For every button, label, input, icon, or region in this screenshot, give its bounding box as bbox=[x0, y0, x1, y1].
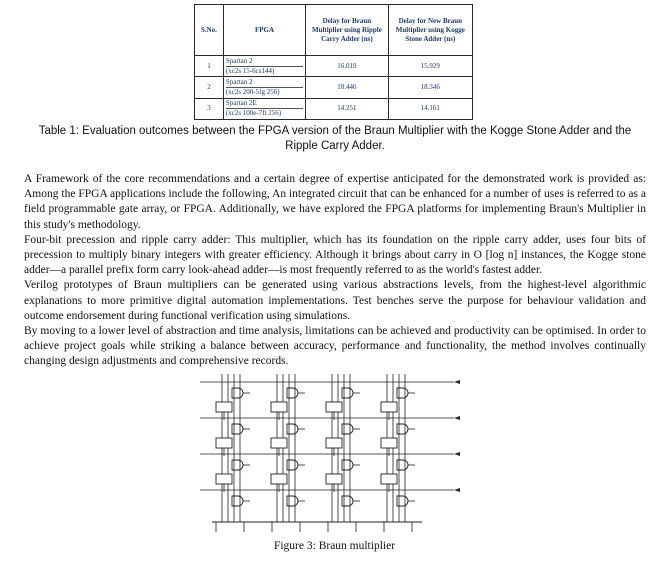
cell-sno: 2 bbox=[195, 77, 224, 98]
adder-block bbox=[271, 438, 287, 448]
fpga-part: (xc2s 100e-7ft 256) bbox=[226, 108, 303, 118]
table-caption: Table 1: Evaluation outcomes between the FPGA version of the Braun Multiplier with the Kogge Stone Adder and the Ripple Carry Adder. bbox=[38, 125, 632, 152]
adder-block bbox=[216, 438, 232, 448]
cell-ripple: 18.446 bbox=[306, 77, 388, 98]
adder-block bbox=[381, 402, 397, 412]
fpga-part: (xc2s 200-5fg 256) bbox=[226, 87, 303, 97]
body-text bbox=[24, 172, 646, 370]
table-row bbox=[195, 77, 473, 98]
header-ripple-delay: Delay for Braun Multiplier using Ripple Carry Adder (ns) bbox=[306, 5, 388, 56]
cell-fpga bbox=[223, 56, 305, 77]
adder-block bbox=[326, 402, 342, 412]
cell-kogge: 14.161 bbox=[388, 98, 472, 119]
braun-multiplier-figure bbox=[192, 372, 470, 534]
arrow-head bbox=[454, 416, 460, 420]
cell-fpga bbox=[223, 98, 305, 119]
paragraph-framework: A Framework of the core recommendations and a certain degree of expertise anticipated for the demonstrated work is provided as: Among the FPGA applications include the following, An integrated circuit that can be enhanced for a number of uses is referred to as a field programmable gate array, or FPGA. Additionally, we have explored the FPGA platforms for implementing Braun's Multiplier in this study's methodology. bbox=[24, 173, 646, 231]
fpga-name: Spartan 2E bbox=[225, 99, 257, 108]
header-sno: S.No. bbox=[195, 5, 224, 56]
fpga-name: Spartan 2 bbox=[225, 77, 253, 86]
cell-sno: 1 bbox=[195, 56, 224, 77]
arrow-head bbox=[454, 380, 460, 384]
header-kogge-delay: Delay for New Braun Multiplier using Kogge Stone Adder (ns) bbox=[388, 5, 472, 56]
cell-kogge: 18.346 bbox=[388, 77, 472, 98]
fpga-name: Spartan 2 bbox=[225, 56, 253, 65]
table-row bbox=[195, 98, 473, 119]
paragraph-ripple-carry: Four-bit precession and ripple carry adder: This multiplier, which has its foundation on the ripple carry adder, uses four bits of precession to multiply binary integers with greater efficiency. Although it brings about carry in O [log n] instances, the Kogge stone adder—a parallel prefix form carry look-ahead adder—is most frequently referred to as the world's fastest adder. bbox=[24, 233, 646, 277]
evaluation-table-container bbox=[194, 4, 473, 120]
adder-block bbox=[326, 438, 342, 448]
evaluation-table bbox=[194, 4, 473, 120]
adder-block bbox=[271, 402, 287, 412]
paragraph-abstraction: By moving to a lower level of abstraction and time analysis, limitations can be achieved and productivity can be optimised. In order to achieve project goals while striking a balance between accuracy, performance and functionality, the method involves continually changing design adjustments and comprehensive records. bbox=[24, 325, 646, 368]
header-fpga: FPGA bbox=[223, 5, 305, 56]
table-row bbox=[195, 56, 473, 77]
table-header-row bbox=[195, 5, 473, 56]
cell-sno: 3 bbox=[195, 98, 224, 119]
arrow-head bbox=[454, 452, 460, 456]
adder-block bbox=[326, 474, 342, 484]
arrow-head bbox=[454, 488, 460, 492]
paragraph-verilog: Verilog prototypes of Braun multipliers can be generated using various abstractions levels, from the highest-level algorithmic explanations to more primitive digital automation implementations. Test benches serve the purpose for behaviour validation and outcome endorsement during functional verification using simulations. bbox=[24, 279, 646, 322]
adder-block bbox=[216, 402, 232, 412]
braun-multiplier-diagram bbox=[192, 372, 470, 534]
cell-kogge: 15.929 bbox=[388, 56, 472, 77]
adder-block bbox=[216, 474, 232, 484]
cell-fpga bbox=[223, 77, 305, 98]
adder-block bbox=[271, 474, 287, 484]
adder-block bbox=[381, 438, 397, 448]
figure-caption: Figure 3: Braun multiplier bbox=[273, 540, 396, 552]
cell-ripple: 14.251 bbox=[306, 98, 388, 119]
adder-block bbox=[381, 474, 397, 484]
fpga-part: (xc2s 15-6cs144) bbox=[226, 66, 303, 76]
cell-ripple: 16.019 bbox=[306, 56, 388, 77]
